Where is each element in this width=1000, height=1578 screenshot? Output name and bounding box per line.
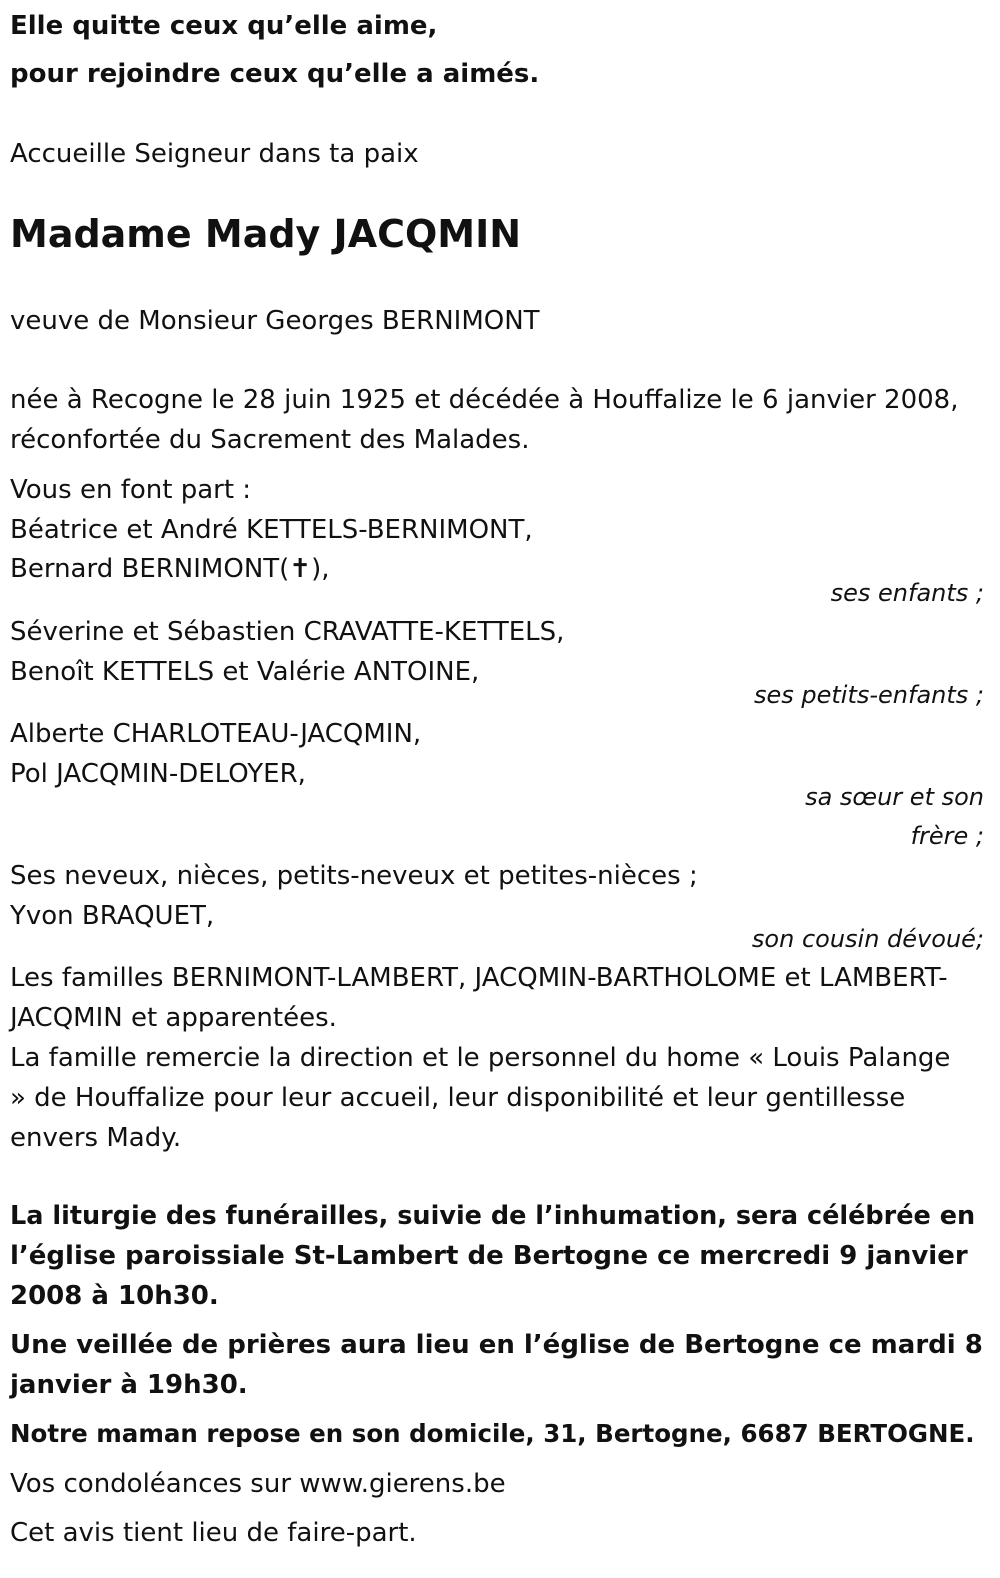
funeral-line-1: La liturgie des funérailles, suivie de l’inhumation, sera célébrée en <box>10 1201 976 1231</box>
grandchild-name: Benoît KETTELS et Valérie ANTOINE, <box>10 657 480 687</box>
announcement-intro: Vous en font part : <box>10 475 252 505</box>
condolences-text: Vos condoléances sur www.gierens.be <box>10 1469 506 1499</box>
resting-place-text: Notre maman repose en son domicile, 31, Bertogne, 6687 BERTOGNE. <box>10 1419 975 1448</box>
funeral-line-2: l’église paroissiale St-Lambert de Bertogne ce mercredi 9 janvier <box>10 1241 968 1271</box>
extended-family-line-2: Yvon BRAQUET, <box>10 901 215 931</box>
cousin-relation: son cousin dévoué; <box>751 925 984 953</box>
epitaph-line-1: Elle quitte ceux qu’elle aime, <box>10 11 438 41</box>
families-line-2: JACQMIN et apparentées. <box>10 1003 337 1033</box>
deceased-name: Madame Mady JACQMIN <box>10 212 522 256</box>
families-line-1: Les familles BERNIMONT-LAMBERT, JACQMIN-BARTHOLOME et LAMBERT- <box>10 963 948 993</box>
funeral-line-3: 2008 à 10h30. <box>10 1281 219 1311</box>
child-name: Bernard BERNIMONT(✝), <box>10 554 330 584</box>
thanks-line-3: envers Mady. <box>10 1123 182 1153</box>
vigil-line-1: Une veillée de prières aura lieu en l’église de Bertogne ce mardi 8 <box>10 1330 983 1360</box>
sibling-name: Alberte CHARLOTEAU-JACQMIN, <box>10 719 422 749</box>
birth-death-line-1: née à Recogne le 28 juin 1925 et décédée à Houffalize le 6 janvier 2008, <box>10 385 959 415</box>
notice-text: Cet avis tient lieu de faire-part. <box>10 1518 417 1548</box>
grandchildren-relation: ses petits-enfants ; <box>753 681 984 709</box>
extended-family-line-1: Ses neveux, nièces, petits-neveux et petites-nièces ; <box>10 861 698 891</box>
children-relation: ses enfants ; <box>830 579 984 607</box>
grandchild-name: Séverine et Sébastien CRAVATTE-KETTELS, <box>10 617 565 647</box>
prayer-text: Accueille Seigneur dans ta paix <box>10 139 419 169</box>
thanks-line-2: » de Houffalize pour leur accueil, leur disponibilité et leur gentillesse <box>10 1083 906 1113</box>
vigil-line-2: janvier à 19h30. <box>10 1370 248 1400</box>
siblings-relation-line-1: sa sœur et son <box>805 783 984 811</box>
siblings-relation-line-2: frère ; <box>910 822 984 850</box>
widow-of-text: veuve de Monsieur Georges BERNIMONT <box>10 306 540 336</box>
epitaph-line-2: pour rejoindre ceux qu’elle a aimés. <box>10 59 540 89</box>
birth-death-line-2: réconfortée du Sacrement des Malades. <box>10 425 530 455</box>
sibling-name: Pol JACQMIN-DELOYER, <box>10 759 306 789</box>
child-name: Béatrice et André KETTELS-BERNIMONT, <box>10 515 533 545</box>
thanks-line-1: La famille remercie la direction et le personnel du home « Louis Palange <box>10 1043 951 1073</box>
